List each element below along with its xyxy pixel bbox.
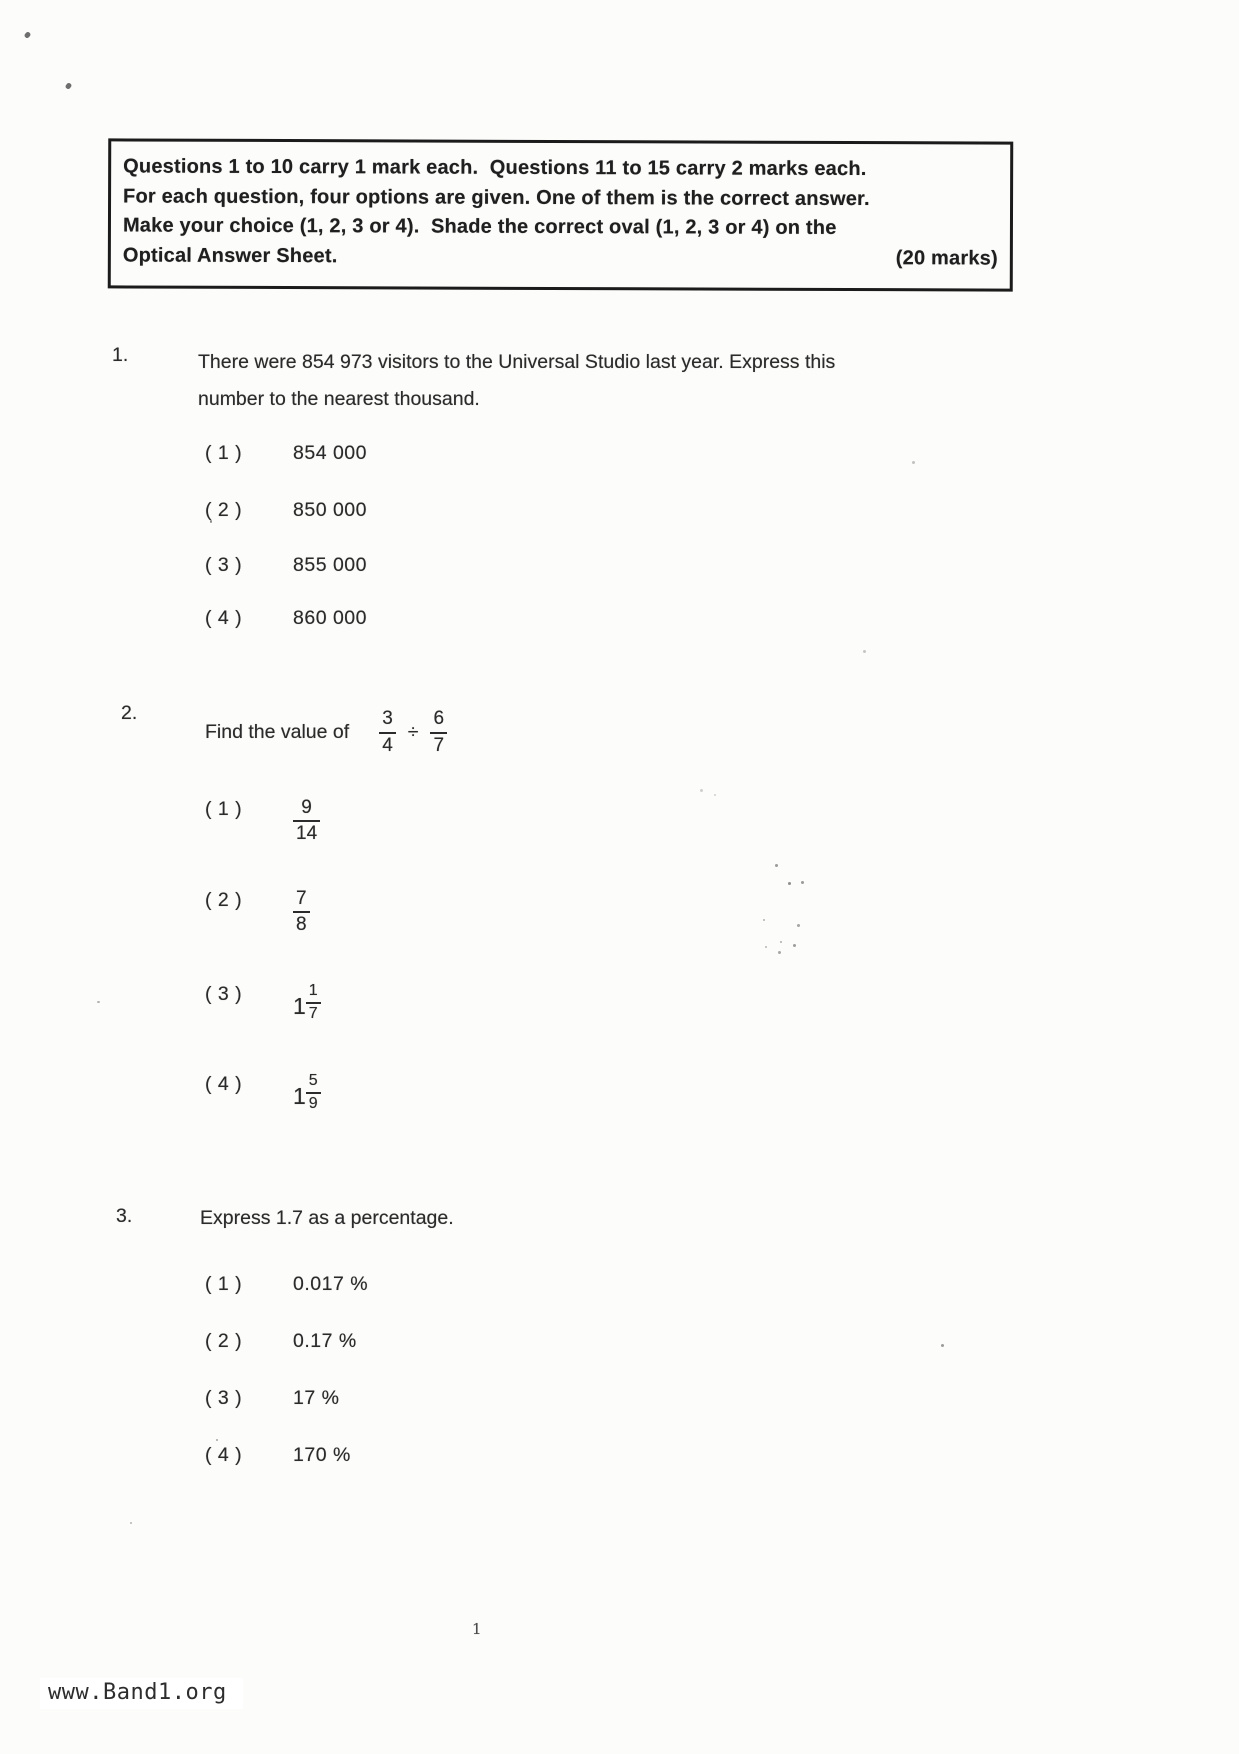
option-label: ( 3 ) (205, 983, 243, 1005)
scan-speckle (778, 951, 781, 954)
option-label: ( 1 ) (205, 442, 243, 464)
question-3-option-1 (205, 1272, 368, 1296)
mixed-number (293, 1072, 321, 1113)
fraction (306, 982, 321, 1023)
option-value: 0.017 % (293, 1273, 369, 1295)
question-2-option-2 (205, 888, 310, 936)
question-2-option-1 (205, 797, 320, 845)
fraction-denominator: 7 (306, 1002, 321, 1023)
option-label: ( 4 ) (205, 607, 243, 629)
scan-speckle (780, 941, 782, 943)
option-value: 854 000 (293, 442, 367, 464)
instruction-line: For each question, four options are given. One of them is the correct answer. (123, 184, 870, 210)
option-label: ( 4 ) (205, 1073, 243, 1095)
option-value: 850 000 (293, 499, 367, 521)
question-1-option-2 (205, 498, 367, 522)
fraction-numerator: 3 (382, 708, 393, 730)
instruction-line: Make your choice (1, 2, 3 or 4). Shade the correct oval (1, 2, 3 or 4) on the (122, 214, 837, 239)
fraction-numerator: 6 (433, 708, 445, 730)
option-value: 170 % (293, 1444, 351, 1466)
division-operator: ÷ (407, 720, 419, 743)
fraction-numerator: 5 (308, 1072, 318, 1089)
scan-speckle (797, 924, 800, 927)
option-label: ( 3 ) (205, 554, 243, 576)
scan-speckle (65, 82, 73, 90)
question-1-option-3 (205, 553, 367, 577)
scan-speckle (801, 881, 804, 884)
question-1-option-1 (205, 441, 367, 465)
question-2-lead-text: Find the value of (205, 720, 350, 743)
fraction-denominator: 7 (430, 732, 447, 756)
question-2-option-3 (205, 982, 321, 1023)
marks-total: (20 marks) (895, 246, 998, 270)
scan-speckle (863, 650, 866, 653)
option-label: ( 1 ) (205, 1273, 243, 1295)
mixed-whole: 1 (293, 993, 306, 1019)
watermark: www.Band1.org (40, 1678, 243, 1709)
question-2-number: 2. (121, 702, 138, 724)
scan-speckle (788, 882, 791, 885)
fraction-numerator: 7 (296, 888, 307, 909)
option-value: 860 000 (293, 607, 367, 629)
question-3-option-3 (205, 1386, 339, 1410)
question-1-text (198, 344, 835, 418)
question-3-option-2 (205, 1329, 357, 1353)
scan-speckle (24, 31, 32, 39)
page-number: 1 (472, 1620, 482, 1638)
option-label: ( 2 ) (205, 499, 243, 521)
fraction-denominator: 4 (379, 732, 396, 756)
fraction (293, 797, 320, 845)
fraction-denominator: 9 (306, 1092, 321, 1113)
mixed-number (293, 982, 321, 1023)
fraction (430, 708, 447, 756)
question-3-number: 3. (116, 1205, 133, 1227)
fraction-denominator: 8 (293, 911, 310, 935)
option-label: ( 4 ) (205, 1444, 243, 1466)
instruction-box (108, 138, 1014, 291)
question-3-option-4 (205, 1443, 351, 1467)
instruction-line: Questions 1 to 10 carry 1 mark each. Questions 11 to 15 carry 2 marks each. (123, 155, 867, 181)
question-1-number: 1. (112, 344, 129, 366)
option-value: 855 000 (293, 554, 367, 576)
option-label: ( 3 ) (205, 1387, 243, 1409)
scan-speckle (793, 944, 796, 947)
fraction-numerator: 9 (301, 797, 312, 818)
scan-speckle (714, 794, 716, 796)
fraction (379, 708, 396, 756)
fraction-numerator: 1 (308, 982, 318, 999)
scan-speckle (775, 864, 778, 867)
scan-speckle (97, 1001, 100, 1003)
question-1-text-line: There were 854 973 visitors to the Universal Studio last year. Express this (198, 351, 836, 373)
instruction-line: Optical Answer Sheet. (122, 243, 338, 267)
fraction-denominator: 14 (293, 820, 320, 844)
option-label: ( 2 ) (205, 1330, 243, 1352)
question-3-text: Express 1.7 as a percentage. (200, 1207, 454, 1229)
scan-speckle (912, 461, 915, 464)
scan-speckle (130, 1522, 132, 1524)
option-label: ( 2 ) (205, 889, 243, 911)
question-2-option-4 (205, 1072, 321, 1113)
scan-speckle (700, 789, 703, 792)
question-1-option-4 (205, 606, 367, 630)
fraction (293, 888, 310, 936)
question-1-text-line: number to the nearest thousand. (198, 388, 480, 410)
option-value: 17 % (293, 1387, 340, 1409)
scan-speckle (941, 1344, 944, 1347)
mixed-whole: 1 (293, 1083, 306, 1109)
option-value: 0.17 % (293, 1330, 357, 1352)
question-2-text (205, 700, 447, 764)
scan-speckle (216, 1439, 218, 1441)
scan-speckle (765, 946, 767, 948)
fraction (306, 1072, 321, 1113)
scan-speckle (763, 919, 765, 921)
option-label: ( 1 ) (205, 798, 243, 820)
